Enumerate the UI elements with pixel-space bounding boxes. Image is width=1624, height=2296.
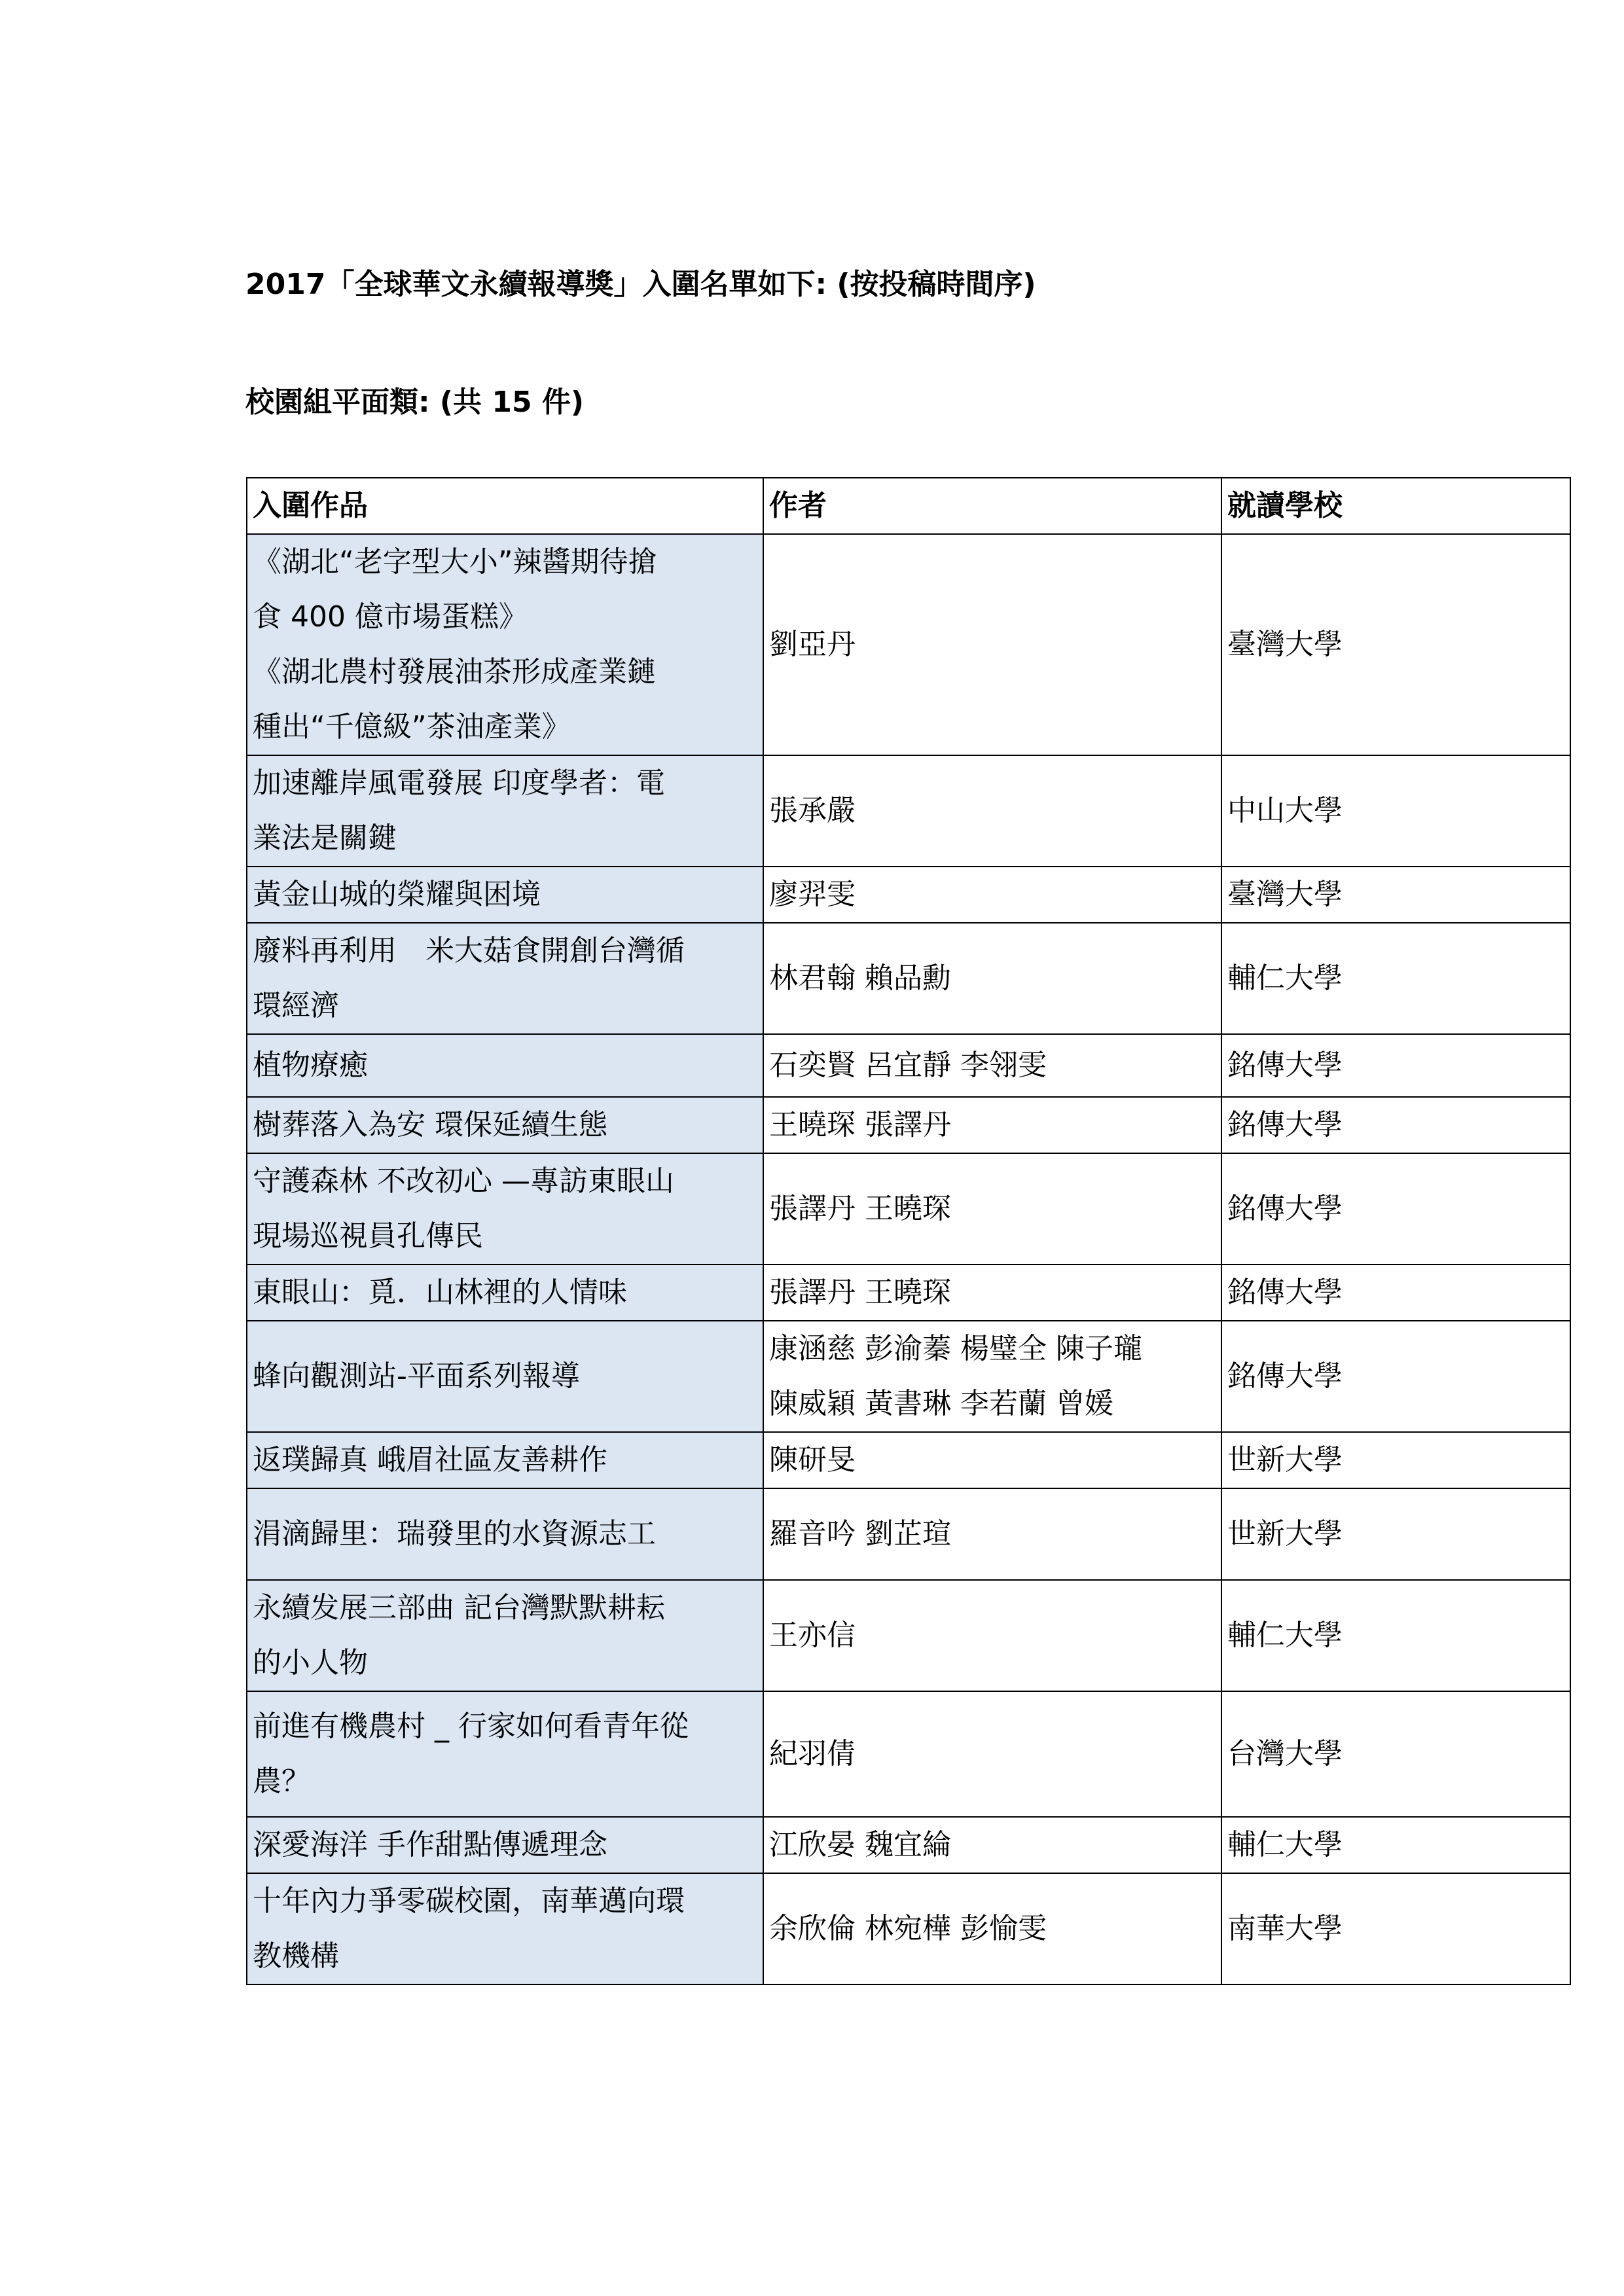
cell-school: 輔仁大學 [1221,1580,1570,1691]
cell-authors [763,1034,1221,1097]
table-row [247,923,1570,1034]
cell-work [247,1034,763,1097]
cell-work [247,867,763,923]
cell-school: 銘傳大學 [1221,1321,1570,1432]
cell-school: 銘傳大學 [1221,1097,1570,1153]
cell-work [247,1153,763,1265]
cell-work [247,1817,763,1873]
table-body [247,534,1570,1984]
author-line: 康涵慈 彭渝蓁 楊璧全 陳子瓏 [769,1332,1142,1365]
cell-work [247,1321,763,1432]
cell-school: 銘傳大學 [1221,1265,1570,1321]
author-line: 紀羽倩 [769,1737,856,1770]
table-row [247,1817,1570,1873]
cell-school: 臺灣大學 [1221,867,1570,923]
work-title-line: 守護森林 不改初心 —專訪東眼山 [253,1164,674,1198]
nominee-table [246,477,1571,1985]
table-row [247,534,1570,755]
table-row [247,755,1570,867]
cell-school: 世新大學 [1221,1488,1570,1580]
cell-school: 輔仁大學 [1221,923,1570,1034]
table-row [247,1097,1570,1153]
author-line: 張譯丹 王曉琛 [769,1192,951,1225]
cell-work [247,534,763,755]
cell-school: 南華大學 [1221,1873,1570,1984]
work-title-line: 業法是關鍵 [253,821,397,855]
cell-school: 台灣大學 [1221,1691,1570,1817]
cell-work [247,1265,763,1321]
cell-authors [763,1097,1221,1153]
cell-authors [763,1580,1221,1691]
table-row [247,1034,1570,1097]
work-title-line: 十年內力爭零碳校園，南華邁向環 [253,1884,685,1918]
cell-authors [763,1873,1221,1984]
work-title-line: 黃金山城的榮耀與困境 [253,878,541,911]
cell-work [247,1873,763,1984]
cell-school: 中山大學 [1221,755,1570,867]
author-line: 陳研旻 [769,1443,856,1477]
author-line: 王曉琛 張譯丹 [769,1108,951,1141]
cell-work [247,1691,763,1817]
cell-work [247,923,763,1034]
cell-authors [763,867,1221,923]
table-row [247,1691,1570,1817]
cell-authors [763,1691,1221,1817]
cell-school: 輔仁大學 [1221,1817,1570,1873]
work-title-line: 食 400 億市場蛋糕》 [253,600,528,634]
author-line: 余欣倫 林宛樺 彭愉雯 [769,1912,1047,1945]
work-title-line: 植物療癒 [253,1049,368,1082]
author-line: 羅音吟 劉芷瑄 [769,1517,951,1551]
cell-authors [763,755,1221,867]
cell-authors [763,534,1221,755]
cell-authors [763,923,1221,1034]
work-title-line: 永續发展三部曲 記台灣默默耕耘 [253,1591,665,1624]
table-row [247,1873,1570,1984]
header-work: 入圍作品 [247,478,763,534]
work-title-line: 蜂向觀測站-平面系列報導 [253,1359,580,1393]
cell-work [247,755,763,867]
cell-school: 銘傳大學 [1221,1034,1570,1097]
work-title-line: 《湖北“老字型大小”辣醬期待搶 [253,545,657,579]
work-title-line: 加速離岸風電發展 印度學者：電 [253,766,665,800]
work-title-line: 現場巡視員孔傳民 [253,1219,483,1253]
cell-school: 世新大學 [1221,1432,1570,1488]
table-row [247,1488,1570,1580]
author-line: 林君翰 賴品勳 [769,961,951,995]
work-title-line: 深愛海洋 手作甜點傳遞理念 [253,1828,607,1861]
cell-work [247,1432,763,1488]
page-title: 2017「全球華文永續報導獎」入圍名單如下: (按投稿時間序) [245,268,1036,301]
table-row [247,1321,1570,1432]
header-authors: 作者 [763,478,1221,534]
cell-authors [763,1321,1221,1432]
author-line: 劉亞丹 [769,628,856,661]
cell-authors [763,1488,1221,1580]
work-title-line: 環經濟 [253,989,339,1022]
cell-authors [763,1153,1221,1265]
cell-work [247,1580,763,1691]
cell-authors [763,1265,1221,1321]
author-line: 張譯丹 王曉琛 [769,1276,951,1309]
work-title-line: 前進有機農村 _ 行家如何看青年從 [253,1710,689,1743]
work-title-line: 涓滴歸里：瑞發里的水資源志工 [253,1517,656,1551]
work-title-line: 《湖北農村發展油茶形成產業鏈 [253,655,656,689]
cell-school: 臺灣大學 [1221,534,1570,755]
table-row [247,867,1570,923]
table-row [247,1432,1570,1488]
work-title-line: 東眼山：覓．山林裡的人情味 [253,1276,627,1309]
work-title-line: 返璞歸真 峨眉社區友善耕作 [253,1443,607,1477]
work-title-line: 的小人物 [253,1646,368,1679]
header-school: 就讀學校 [1221,478,1570,534]
author-line: 石奕賢 呂宜靜 李翎雯 [769,1049,1047,1082]
author-line: 陳威穎 黃書琳 李若蘭 曾媛 [769,1387,1113,1420]
author-line: 王亦信 [769,1619,856,1652]
author-line: 江欣晏 魏宜綸 [769,1828,951,1861]
work-title-line: 樹葬落入為安 環保延續生態 [253,1108,607,1141]
cell-work [247,1097,763,1153]
work-title-line: 教機構 [253,1939,339,1973]
table-header-row [247,478,1570,534]
cell-work [247,1488,763,1580]
table-row [247,1265,1570,1321]
cell-authors [763,1432,1221,1488]
author-line: 張承嚴 [769,794,856,827]
work-title-line: 廢料再利用 米大菇食開創台灣循 [253,934,685,967]
table-row [247,1153,1570,1265]
section-title: 校園組平面類: (共 15 件) [245,386,584,419]
cell-school: 銘傳大學 [1221,1153,1570,1265]
work-title-line: 農？ [253,1765,310,1798]
cell-authors [763,1817,1221,1873]
author-line: 廖羿雯 [769,878,856,911]
work-title-line: 種出“千億級”茶油產業》 [253,710,571,744]
table-row [247,1580,1570,1691]
